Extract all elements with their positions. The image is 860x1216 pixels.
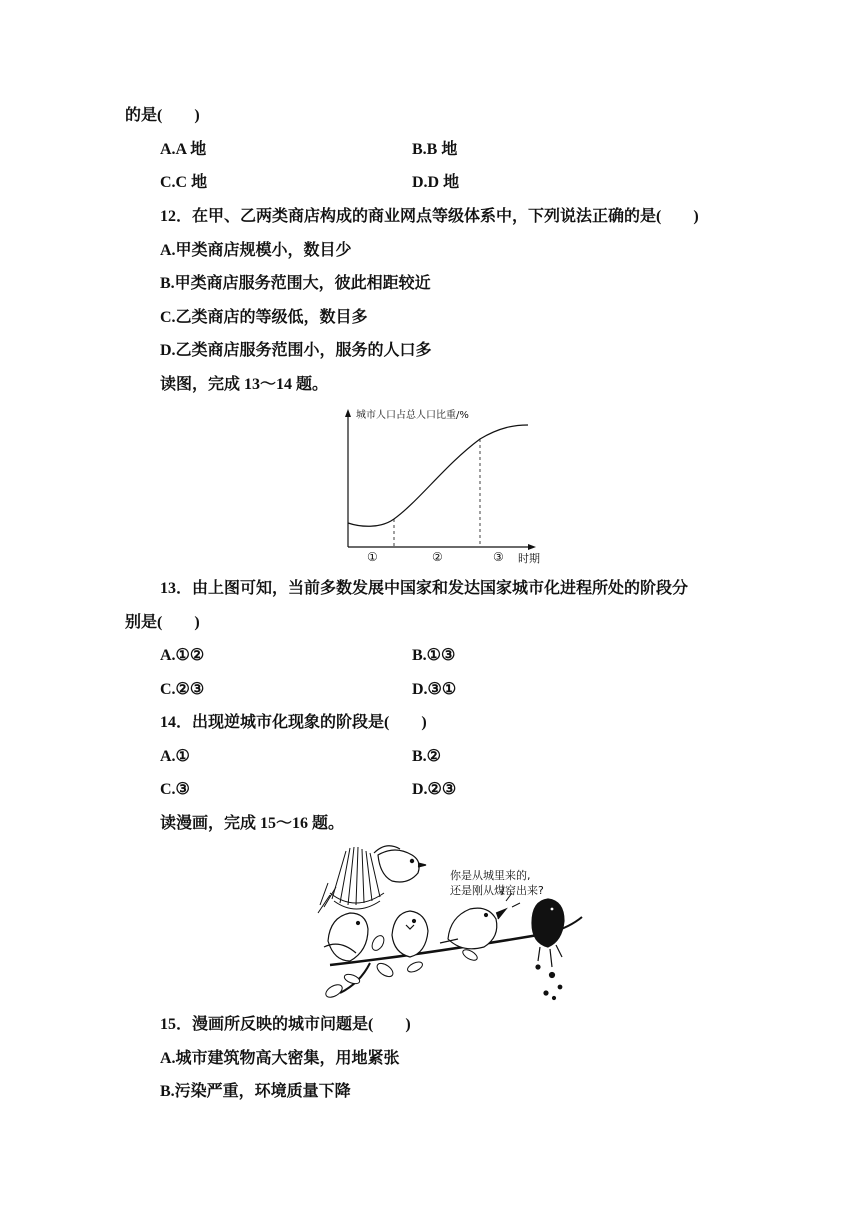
question-11-tail: 的是( ) (125, 107, 200, 124)
q13-option-c: C.②③ (160, 681, 205, 698)
q15-option-b: B.污染严重，环境质量下降 (160, 1083, 351, 1100)
question-15-stem: 15．漫画所反映的城市问题是( ) (160, 1016, 411, 1033)
q11-option-c: C.C 地 (160, 174, 208, 191)
q14-option-b: B.② (412, 748, 442, 765)
stage-label-3: ③ (493, 550, 504, 564)
stage-label-2: ② (432, 550, 443, 564)
q13-option-d: D.③① (412, 681, 457, 698)
urbanization-curve-figure (330, 405, 560, 570)
q12-option-c: C.乙类商店的等级低，数目多 (160, 309, 368, 326)
question-13-stem-line1: 13．由上图可知，当前多数发展中国家和发达国家城市化进程所处的阶段分 (160, 580, 689, 597)
question-13-stem-line2: 别是( ) (125, 614, 200, 631)
q13-option-b: B.①③ (412, 647, 456, 664)
reading-intro-13-14: 读图，完成 13～14 题。 (160, 376, 329, 393)
q14-option-c: C.③ (160, 781, 190, 798)
y-axis-label: 城市人口占总人口比重/% (356, 410, 469, 421)
stage-label-1: ① (367, 550, 378, 564)
q12-option-b: B.甲类商店服务范围大，彼此相距较近 (160, 275, 431, 292)
reading-intro-15-16: 读漫画，完成 15～16 题。 (160, 815, 345, 832)
q15-option-a: A.城市建筑物高大密集，用地紧张 (160, 1050, 400, 1067)
question-12-stem: 12．在甲、乙两类商店构成的商业网点等级体系中，下列说法正确的是( ) (160, 208, 699, 225)
birds-cartoon-figure (300, 843, 600, 1008)
cartoon-speech-line2: 还是刚从煤窑出来? (450, 884, 544, 897)
q14-option-a: A.① (160, 748, 190, 765)
q11-option-a: A.A 地 (160, 141, 207, 158)
q11-option-b: B.B 地 (412, 141, 458, 158)
q14-option-d: D.②③ (412, 781, 457, 798)
q12-option-a: A.甲类商店规模小，数目少 (160, 242, 352, 259)
q13-option-a: A.①② (160, 647, 205, 664)
q12-option-d: D.乙类商店服务范围小，服务的人口多 (160, 342, 432, 359)
q11-option-d: D.D 地 (412, 174, 460, 191)
x-axis-label: 时期 (518, 552, 540, 565)
question-14-stem: 14．出现逆城市化现象的阶段是( ) (160, 714, 427, 731)
cartoon-speech-line1: 你是从城里来的, (450, 869, 531, 882)
